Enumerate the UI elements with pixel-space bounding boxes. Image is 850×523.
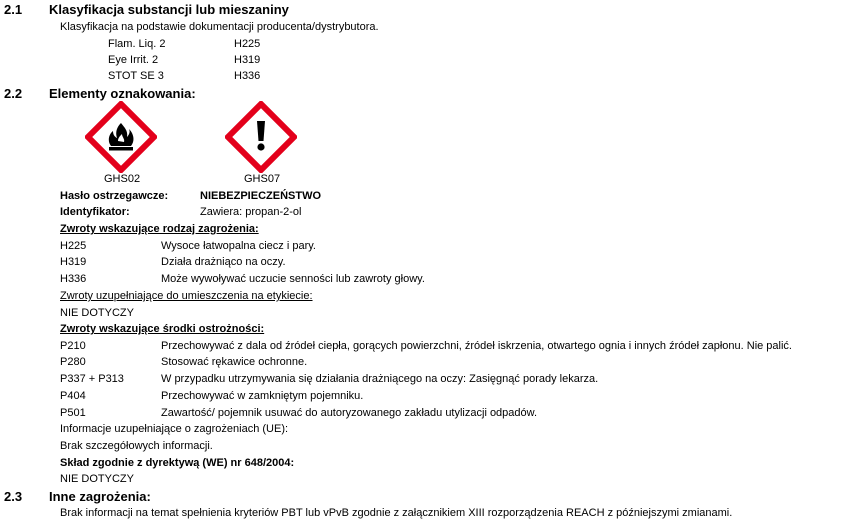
precautionary-code: P210 xyxy=(60,340,86,352)
section-number-2-3: 2.3 xyxy=(4,489,23,504)
precautionary-code: P501 xyxy=(60,407,86,419)
classification-code: H225 xyxy=(234,38,261,50)
section-title-2-2: Elementy oznakowania: xyxy=(49,86,196,101)
classification-class: STOT SE 3 xyxy=(108,70,164,82)
hazard-code: H319 xyxy=(60,256,87,268)
section-title-2-3: Inne zagrożenia: xyxy=(49,489,151,504)
hazard-code: H225 xyxy=(60,240,87,252)
eu-info-label: Informacje uzupełniające o zagrożeniach (UE): xyxy=(60,423,289,435)
precautionary-text: Stosować rękawice ochronne. xyxy=(161,356,308,368)
ghs02-flame-icon xyxy=(85,101,157,173)
eu-info-value: Brak szczegółowych informacji. xyxy=(60,440,213,452)
ghs02-label: GHS02 xyxy=(104,173,141,185)
classification-class: Eye Irrit. 2 xyxy=(108,54,159,66)
hazard-text: Wysoce łatwopalna ciecz i pary. xyxy=(161,240,316,252)
signal-word-value: NIEBEZPIECZEŃSTWO xyxy=(200,190,322,202)
classification-class: Flam. Liq. 2 xyxy=(108,38,166,50)
precautionary-heading: Zwroty wskazujące środki ostrożności: xyxy=(60,323,265,335)
precautionary-text: Przechowywać z dala od źródeł ciepła, gorących powierzchni, źródeł iskrzenia, otwartego ognia i innych źródeł zapłonu. Nie palić. xyxy=(161,340,792,352)
other-hazards-text: Brak informacji na temat spełnienia kryteriów PBT lub vPvB zgodnie z załącznikiem XIII rozporządzenia REACH z późniejszymi zmianami. xyxy=(60,507,733,519)
precautionary-code: P404 xyxy=(60,390,86,402)
classification-code: H319 xyxy=(234,54,261,66)
precautionary-text: W przypadku utrzymywania się działania drażniącego na oczy: Zasięgnąć porady lekarza. xyxy=(161,373,599,385)
supplemental-value: NIE DOTYCZY xyxy=(60,307,134,319)
hazard-statements-heading: Zwroty wskazujące rodzaj zagrożenia: xyxy=(60,223,259,235)
hazard-text: Działa drażniąco na oczy. xyxy=(161,256,286,268)
precautionary-code: P280 xyxy=(60,356,86,368)
precautionary-text: Zawartość/ pojemnik usuwać do autoryzowanego zakładu utylizacji odpadów. xyxy=(161,407,538,419)
directive-label: Skład zgodnie z dyrektywą (WE) nr 648/2004: xyxy=(60,457,295,469)
ghs07-label: GHS07 xyxy=(244,173,281,185)
identifier-label: Identyfikator: xyxy=(60,206,130,218)
identifier-value: Zawiera: propan-2-ol xyxy=(200,206,302,218)
ghs07-exclamation-icon xyxy=(225,101,297,173)
classification-code: H336 xyxy=(234,70,261,82)
section-number-2-2: 2.2 xyxy=(4,86,23,101)
precautionary-text: Przechowywać w zamkniętym pojemniku. xyxy=(161,390,364,402)
hazard-code: H336 xyxy=(60,273,87,285)
signal-word-label: Hasło ostrzegawcze: xyxy=(60,190,169,202)
section-number-2-1: 2.1 xyxy=(4,2,23,17)
section-title-2-1: Klasyfikacja substancji lub mieszaniny xyxy=(49,2,289,17)
directive-value: NIE DOTYCZY xyxy=(60,473,134,485)
supplemental-heading: Zwroty uzupełniające do umieszczenia na etykiecie: xyxy=(60,290,313,302)
classification-intro: Klasyfikacja na podstawie dokumentacji producenta/dystrybutora. xyxy=(60,21,379,33)
precautionary-code: P337 + P313 xyxy=(60,373,124,385)
hazard-text: Może wywoływać uczucie senności lub zawroty głowy. xyxy=(161,273,425,285)
